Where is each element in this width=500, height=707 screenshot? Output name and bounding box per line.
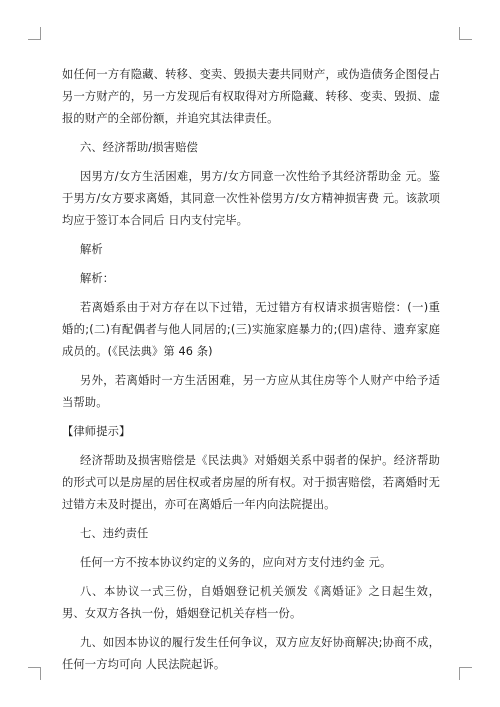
section-heading-breach: 七、违约责任: [80, 527, 149, 540]
crop-mark-bottom-right: [459, 667, 472, 680]
paragraph-copies: 八、本协议一式三份，自婚姻登记机关颁发《离婚证》之日起生效，男、女双方各执一份，婚姻登记机关存档一份。: [62, 585, 440, 620]
paragraph-fault-damages: 若离婚系由于对方存在以下过错，无过错方有权请求损害赔偿：(一)重婚的;(二)有配偶者与他人同居的;(三)实施家庭暴力的;(四)虐待、遗弃家庭成员的。(《民法典》第 46 条): [62, 301, 440, 358]
paragraph-economic-help: 因男方/女方生活困难，男方/女方同意一次性给予其经济帮助金 元。鉴于男方/女方要求离婚，其同意一次性补偿男方/女方精神损害费 元。该款项均应于签订本合同后 日内支付完毕。: [62, 170, 440, 227]
crop-mark-top-right: [459, 27, 472, 40]
section-heading-economic-help: 六、经济帮助/损害赔偿: [80, 141, 198, 154]
paragraph-concealment-clause: 如任何一方有隐藏、转移、变卖、毁损夫妻共同财产，或伪造债务企图侵占另一方财产的，另一方发现后有权取得对方所隐藏、转移、变卖、毁损、虚报的财产的全部份额，并追究其法律责任。: [62, 68, 440, 125]
lawyer-tip-label: 【律师提示】: [62, 425, 131, 438]
paragraph-lawyer-tip: 经济帮助及损害赔偿是《民法典》对婚姻关系中弱者的保护。经济帮助的形式可以是房屋的居住权或者房屋的所有权。对于损害赔偿，若离婚时无过错方未及时提出，亦可在离婚后一年内向法院提出。: [62, 454, 440, 511]
crop-mark-top-left: [28, 27, 41, 40]
paragraph-disputes: 九、如因本协议的履行发生任何争议，双方应友好协商解决;协商不成，任何一方均可向 人民法院起诉。: [62, 636, 440, 671]
analysis-colon-label: 解析：: [80, 272, 115, 285]
crop-mark-bottom-left: [28, 667, 41, 680]
paragraph-breach: 任何一方不按本协议约定的义务的，应向对方支付违约金 元。: [80, 556, 392, 569]
document-body: [62, 64, 440, 683]
analysis-label: 解析: [80, 243, 103, 256]
paragraph-living-difficulty: 另外，若离婚时一方生活困难，另一方应从其住房等个人财产中给予适当帮助。: [62, 374, 440, 409]
